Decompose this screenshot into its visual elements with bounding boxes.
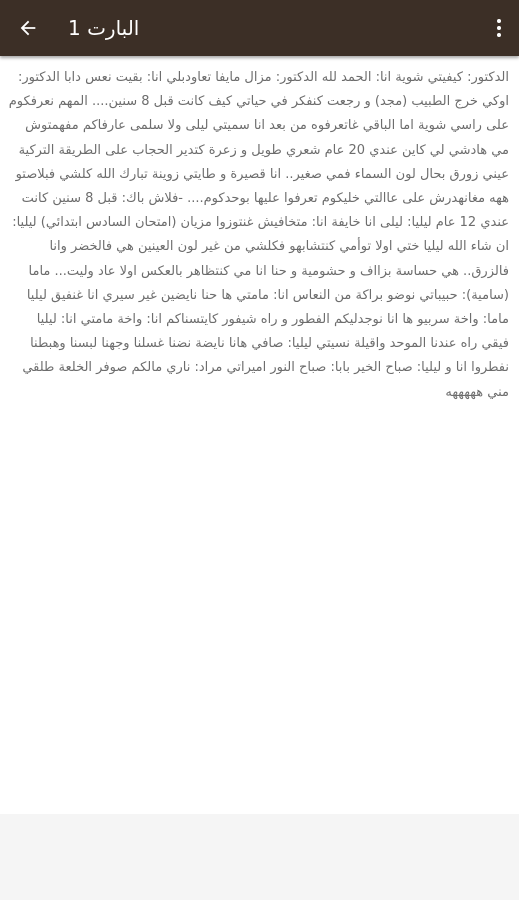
back-button[interactable]: [0, 0, 56, 56]
page-title: البارت 1: [68, 16, 140, 40]
story-content[interactable]: [0, 56, 519, 814]
story-text: الدكتور: كيفيتي شوية انا: الحمد لله الدكتور: مزال مايفا تعاودبلي انا: بقيت نعس دابا الدكتور: اوكي خرج الطبيب (مجد) و رجعت كنفكر في حياتي كيف كانت قبل 8 سنين.... المهم نعرفكوم على راسي شوية اما الباقي غاتعرفوه من بعد انا سميتي ليلى ولا سلمى عارفاكم مفهمتوش مي هادشي لي كاين عندي 20 عام شعري طويل و زعرة كتدير الحجاب على الطريقة التركية عيني زورق بحال لون السماء فمي صغير.. انا قصيرة و طايتي زوينة تبارك الله كلشي فبلاصتو ههه مغانهدرش على عاالتي خليكوم تعرفوا عليها بوحدكوم.... -فلاش باك: قبل 8 سنين كانت عندي 12 عام ليليا: ليلى انا خايفة انا: متخافيش غنتوزوا مزيان (امتحان السادس ابتدائي) ليليا: ان شاء الله ليليا ختي اولا توأمي كنتشابهو فكلشي من غير لون العينين هي فالخضر وانا فالزرق.. هي حساسة بزااف و حشومية و حنا انا مي كنتظاهر بالعكس اولا عاد وليت... ماما (سامية): حبيباتي نوضو براكة من النعاس انا: مامتي ها حنا نايضين غير سيري انا غنفيق ليليا ماما: واخة سربيو ها انا نوجدليكم الفطور و راه شيفور كايتسناكم انا: واخة مامتي انا: ليليا فيقي راه عندنا الموحد واقيلة نسيتي ليليا: صافي هانا نايضة نضنا غسلنا وجهنا لبسنا وهبطنا نفطروا انا و ليليا: صباح الخير بابا: صباح النور اميراتي مراد: ناري مالكم صوفر الخلعة طلقي مني هههههه: [8, 70, 509, 400]
app-bar: [0, 0, 519, 56]
overflow-menu-button[interactable]: [479, 0, 519, 56]
bottom-blank-area: [0, 814, 519, 900]
arrow-back-icon: [17, 17, 39, 39]
more-vert-icon: [497, 19, 501, 37]
